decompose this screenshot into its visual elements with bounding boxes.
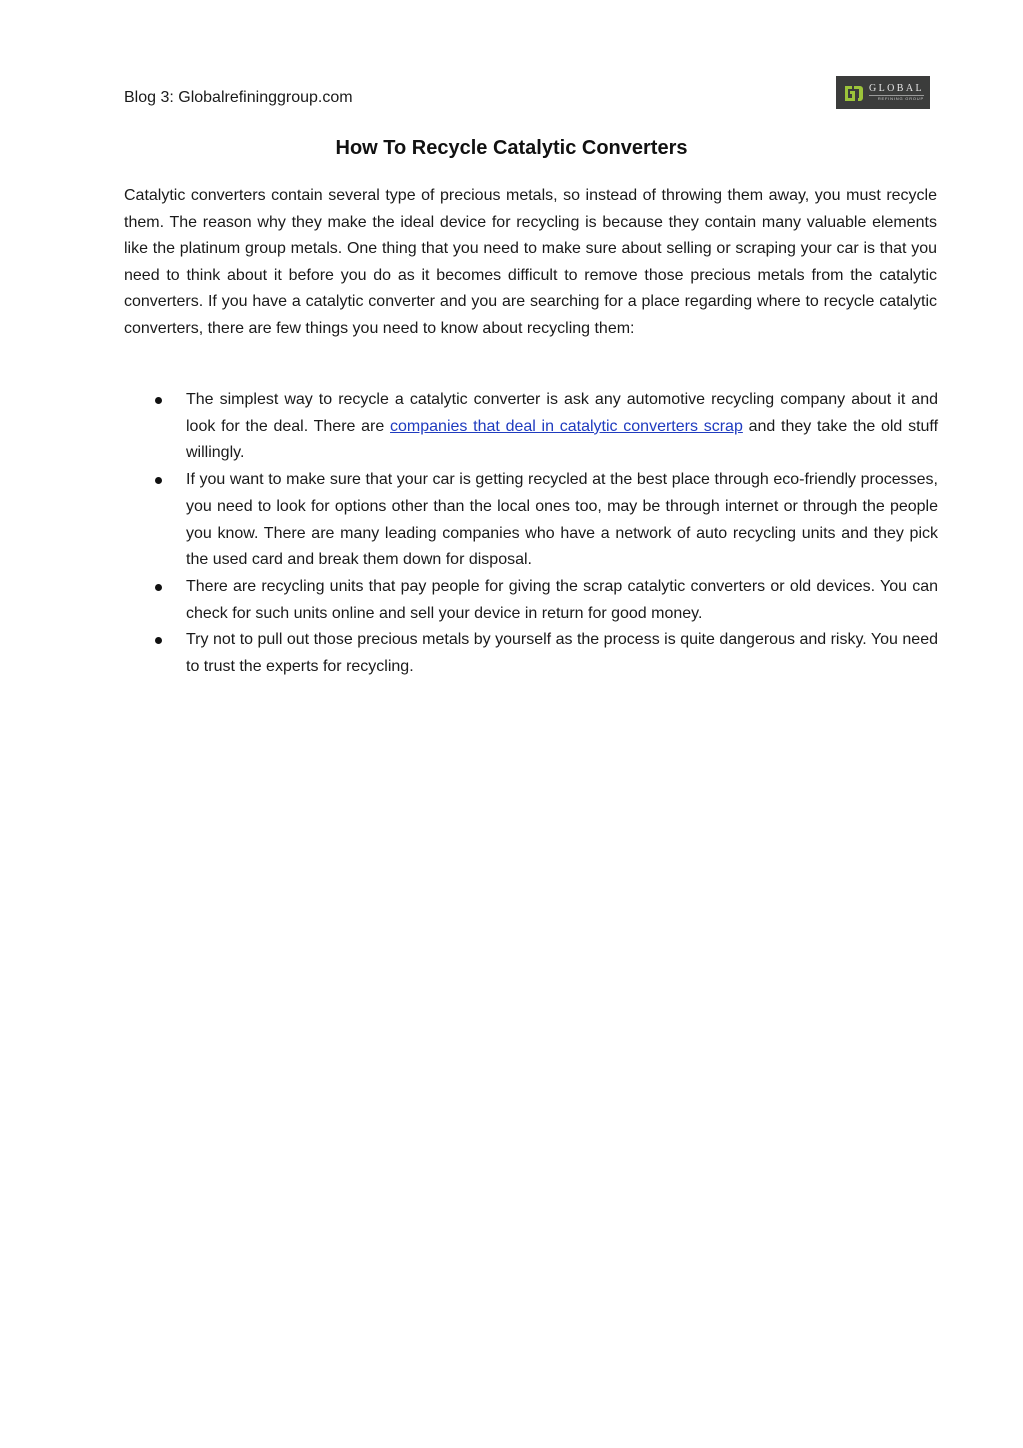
list-item-text: Try not to pull out those precious metals by yourself as the process is quite dangerous and risky. You need to trust the experts for recycling. [186,631,938,676]
bullet-icon [155,584,162,591]
bullet-icon [155,637,162,644]
list-item-text: There are recycling units that pay people for giving the scrap catalytic converters or old devices. You can check for such units online and sell your device in return for good money. [186,577,938,622]
list-item [124,574,938,627]
bullet-icon [155,397,162,404]
list-item [124,387,938,467]
logo-subtitle: REFINING GROUP [869,95,924,102]
bullet-icon [155,477,162,484]
list-item-text-after: and they take the old stuff willingly. [186,417,939,462]
page-title: How To Recycle Catalytic Converters [335,137,688,159]
intro-paragraph: Catalytic converters contain several type of precious metals, so instead of throwing them away, you must recycle them. The reason why they make the ideal device for recycling is because they contain many valuable elements like the platinum group metals. One thing that you need to make sure about selling or scraping your car is that you need to think about it before you do as it becomes difficult to remove those precious metals from the catalytic converters. If you have a catalytic converter and you are searching for a place regarding where to recycle catalytic converters, there are few things you need to know about recycling them: [124,187,937,337]
list-item-text: If you want to make sure that your car is getting recycled at the best place through eco-friendly processes, you need to look for options other than the local ones too, may be through internet or through the people you know. There are many leading companies who have a network of auto recycling units and they pick the used card and break them down for disposal. [186,471,938,569]
logo-name: GLOBAL [869,83,924,94]
logo-mark-icon [842,82,864,104]
header-label: Blog 3: Globalrefininggroup.com [124,89,353,106]
list-item [124,627,938,680]
logo-text [869,83,924,102]
company-logo [836,76,930,109]
companies-scrap-link[interactable]: companies that deal in catalytic converters scrap [390,417,743,435]
list-item-text-before: The simplest way to recycle a catalytic converter is ask any automotive recycling company about it and look for the deal. There are [186,391,938,435]
bullet-list [124,387,938,681]
list-item [124,467,938,574]
